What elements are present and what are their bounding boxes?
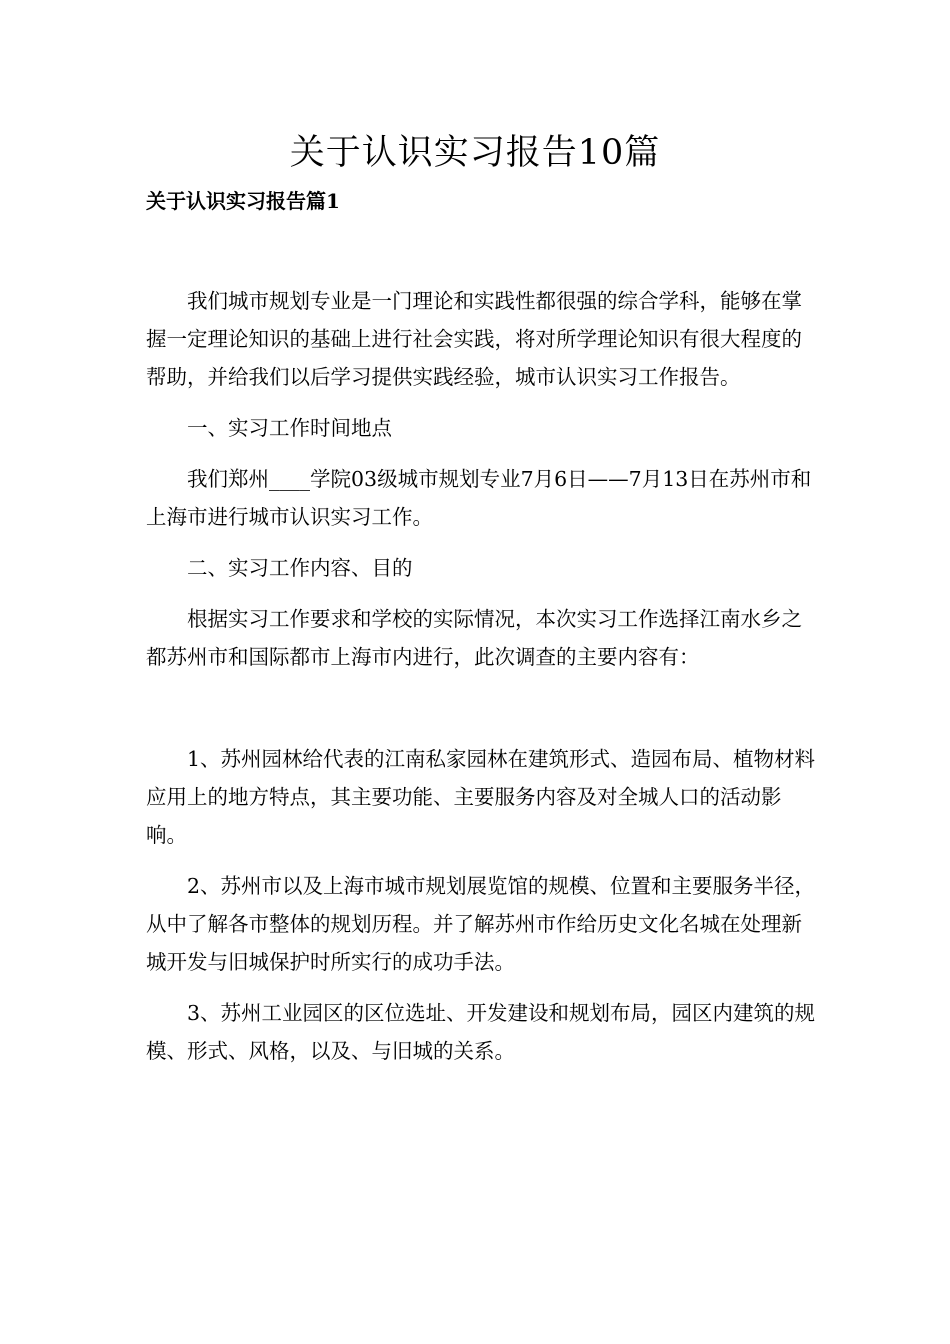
list-item-1: 1、苏州园林给代表的江南私家园林在建筑形式、造园布局、植物材料应用上的地方特点，其主要功能、主要服务内容及对全城人口的活动影响。 [146,747,816,847]
document-body [146,282,821,1083]
heading-content-purpose: 二、实习工作内容、目的 [187,556,413,580]
list-item-3: 3、苏州工业园区的区位选址、开发建设和规划布局，园区内建筑的规模、形式、风格，以及、与旧城的关系。 [146,1001,816,1063]
paragraph-intro: 我们城市规划专业是一门理论和实践性都很强的综合学科，能够在掌握一定理论知识的基础上进行社会实践，将对所学理论知识有很大程度的帮助，并给我们以后学习提供实践经验，城市认识实习工作报告。 [146,289,802,389]
document-title: 关于认识实习报告10篇 [289,133,661,173]
paragraph-time-place: 我们郑州____学院03级城市规划专业7月6日——7月13日在苏州市和上海市进行城市认识实习工作。 [146,467,812,529]
section-heading: 关于认识实习报告篇1 [146,189,340,213]
heading-time-place: 一、实习工作时间地点 [187,416,392,440]
paragraph-content-purpose: 根据实习工作要求和学校的实际情况，本次实习工作选择江南水乡之都苏州市和国际都市上海市内进行，此次调查的主要内容有： [146,607,802,669]
list-item-2: 2、苏州市以及上海市城市规划展览馆的规模、位置和主要服务半径，从中了解各市整体的规划历程。并了解苏州市作给历史文化名城在处理新城开发与旧城保护时所实行的成功手法。 [146,874,816,974]
